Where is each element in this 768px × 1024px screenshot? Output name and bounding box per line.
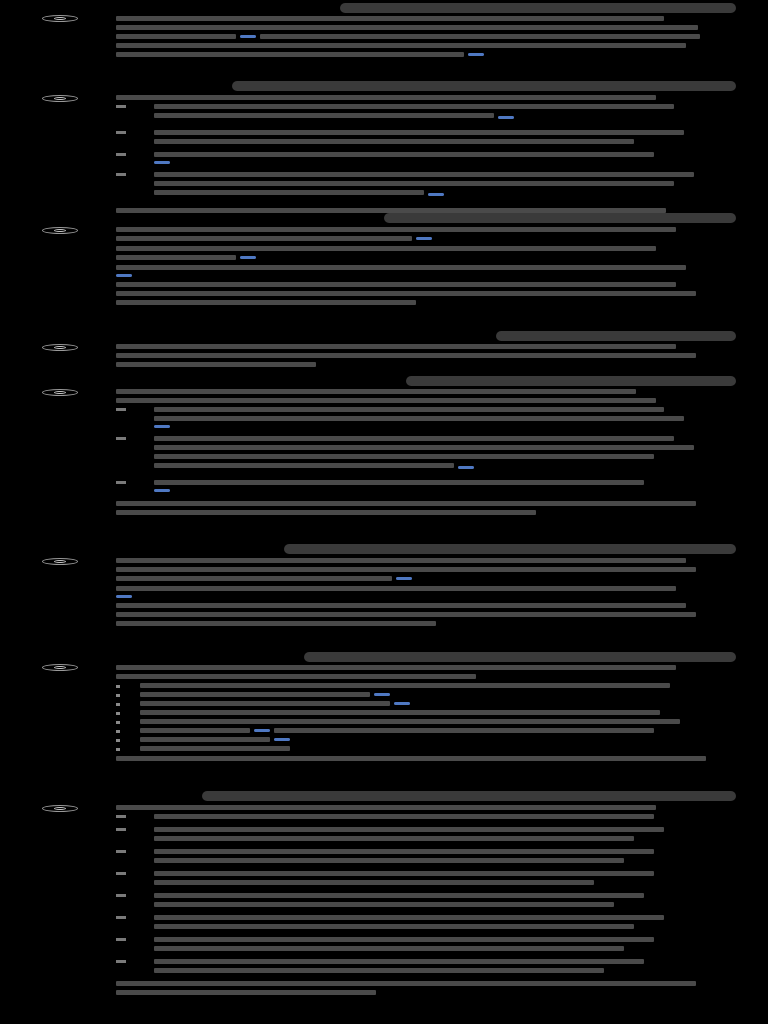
bullet-item	[116, 710, 708, 715]
answer-body	[116, 227, 708, 309]
list-item	[116, 407, 708, 432]
bullet-item	[116, 737, 708, 742]
bullet-item	[116, 728, 708, 733]
list-item	[116, 436, 708, 476]
source-link-chip[interactable]	[394, 702, 410, 705]
assistant-avatar-icon	[42, 15, 78, 22]
list-item	[116, 130, 708, 148]
answer-body	[116, 95, 708, 217]
query-pill[interactable]	[384, 213, 736, 223]
list-item	[116, 849, 708, 867]
bullet-item	[116, 701, 708, 706]
answer-body	[116, 389, 708, 519]
list-item	[116, 871, 708, 889]
source-link-chip[interactable]	[274, 738, 290, 741]
assistant-avatar-icon	[42, 344, 78, 351]
assistant-avatar-icon	[42, 664, 78, 671]
source-link-chip[interactable]	[428, 193, 444, 196]
answer-body	[116, 344, 708, 371]
answer-body	[116, 16, 708, 61]
list-item	[116, 915, 708, 933]
list-item	[116, 814, 708, 823]
list-item	[116, 152, 708, 168]
source-link-chip[interactable]	[154, 425, 170, 428]
source-link-chip[interactable]	[116, 274, 132, 277]
assistant-avatar-icon	[42, 389, 78, 396]
list-item	[116, 172, 708, 203]
list-item	[116, 959, 708, 977]
assistant-avatar-icon	[42, 227, 78, 234]
list-item	[116, 827, 708, 845]
query-pill[interactable]	[406, 376, 736, 386]
source-link-chip[interactable]	[240, 256, 256, 259]
list-item	[116, 104, 708, 126]
bullet-item	[116, 746, 708, 751]
source-link-chip[interactable]	[498, 116, 514, 119]
list-item	[116, 893, 708, 911]
source-link-chip[interactable]	[154, 161, 170, 164]
source-link-chip[interactable]	[116, 595, 132, 598]
bullet-item	[116, 692, 708, 697]
bullet-item	[116, 683, 708, 688]
source-link-chip[interactable]	[458, 466, 474, 469]
source-link-chip[interactable]	[396, 577, 412, 580]
source-link-chip[interactable]	[154, 489, 170, 492]
source-link-chip[interactable]	[254, 729, 270, 732]
answer-body	[116, 665, 708, 765]
assistant-avatar-icon	[42, 95, 78, 102]
query-pill[interactable]	[304, 652, 736, 662]
query-pill[interactable]	[496, 331, 736, 341]
list-item	[116, 480, 708, 496]
answer-intro	[116, 95, 656, 100]
source-link-chip[interactable]	[374, 693, 390, 696]
list-item	[116, 937, 708, 955]
bullet-item	[116, 719, 708, 724]
query-pill[interactable]	[340, 3, 736, 13]
source-link-chip[interactable]	[240, 35, 256, 38]
answer-body	[116, 558, 708, 630]
source-link-chip[interactable]	[416, 237, 432, 240]
source-link-chip[interactable]	[468, 53, 484, 56]
query-pill[interactable]	[232, 81, 736, 91]
assistant-avatar-icon	[42, 558, 78, 565]
answer-body	[116, 805, 708, 999]
query-pill[interactable]	[284, 544, 736, 554]
query-pill[interactable]	[202, 791, 736, 801]
assistant-avatar-icon	[42, 805, 78, 812]
